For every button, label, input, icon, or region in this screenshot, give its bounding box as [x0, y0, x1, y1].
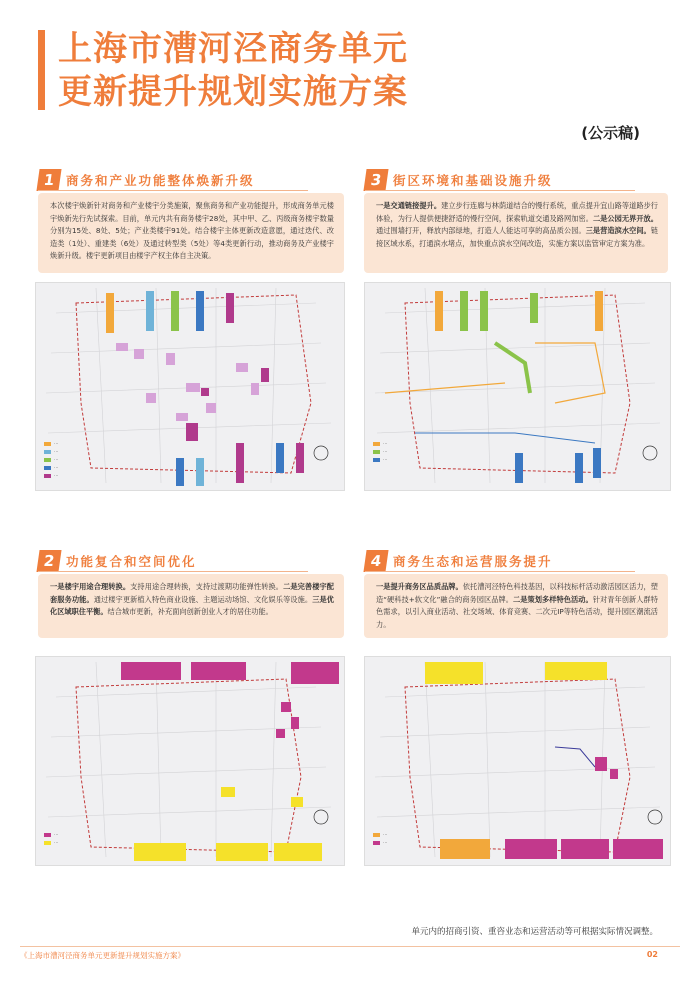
page-number: 02	[646, 950, 658, 959]
map-3-legend: … … …	[373, 441, 388, 465]
section-2-number: 2	[36, 550, 61, 572]
section-1-description: 本次楼宇焕新针对商务和产业楼宇分类施策，聚焦商务和产业功能提升，形成商务单元楼宇焕新先行先试探索。目前，单元内共有商务楼宇28处，其中甲、乙、丙级商务楼宇数量分别为15处、8处、5处；产业类楼宇91处。结合楼宇主体更新改造意愿，通过迭代、改造类（1处）、重建类（6处）及通过转型类（5处）等4类更新行动，推动商务及产业楼宇焕新升级。楼宇更新项目由楼宇产权主体自主决策。	[38, 193, 344, 273]
title-accent-bar	[38, 30, 45, 110]
section-3-title: 街区环境和基础设施升级	[393, 173, 553, 188]
footer-rule	[20, 946, 680, 947]
map-2-legend: … …	[44, 832, 59, 848]
section-divider	[38, 571, 308, 572]
section-1-number: 1	[36, 169, 61, 191]
section-divider	[38, 190, 308, 191]
section-4-description: 一是提升商务区品质品牌。依托漕河泾特色科技基因，以科技标杆活动激活园区活力，塑造“硬科技+软文化”融合的商务园区品牌。二是策划多样特色活动。针对青年创新人群特色需求，以引入商业活动、社交场域、体育竞赛、二次元IP等特色活动，提升园区潮流活力。	[364, 574, 668, 638]
section-2-description: 一是楼宇用途合理转换。支持用途合理转换，支持过渡期功能弹性转换。二是完善楼宇配套服务功能。通过楼宇更新植入特色商业设施、主题运动场馆、文化娱乐等设施。三是优化区域职住平衡。结合城市更新，补充面向创新创业人才的居住功能。	[38, 574, 344, 638]
map-3-street-environment	[364, 282, 671, 491]
section-divider	[365, 571, 635, 572]
section-divider	[365, 190, 635, 191]
page-title: 上海市漕河泾商务单元 更新提升规划实施方案	[58, 29, 408, 112]
map-1-business-buildings	[35, 282, 345, 491]
section-4-title: 商务生态和运营服务提升	[393, 554, 553, 569]
footnote: 单元内的招商引资、重咨业态和运营活动等可根据实际情况调整。	[411, 927, 658, 937]
section-2-header	[38, 548, 197, 574]
section-4-header	[365, 548, 553, 574]
section-2-title: 功能复合和空间优化	[66, 554, 197, 569]
section-3-header	[365, 167, 553, 193]
map-4-legend: … …	[373, 832, 388, 848]
section-1-title: 商务和产业功能整体焕新升级	[66, 173, 255, 188]
section-3-number: 3	[363, 169, 388, 191]
map-2-function-mix	[35, 656, 345, 866]
section-4-number: 4	[363, 550, 388, 572]
map-4-business-ecosystem	[364, 656, 671, 866]
section-1-header	[38, 167, 255, 193]
footer-document-title: 《上海市漕河泾商务单元更新提升规划实施方案》	[20, 951, 185, 960]
map-1-legend: … … … … …	[44, 441, 59, 481]
draft-label: (公示稿)	[581, 124, 640, 142]
section-3-description: 一是交通链接提升。建立步行连廊与林荫道结合的慢行系统，重点提升宜山路等道路步行体验，为行人提供便捷舒适的慢行空间，探索轨道交通及路网加密。二是公园无界开放。通过围墙打开，释放内部绿地，打造人人能达可享的高品质公园。三是营造滨水空间。链接区域水系，打通滨水堵点，加快重点滨水空间改造，实施方案以监管审定方案为准。	[364, 193, 668, 273]
